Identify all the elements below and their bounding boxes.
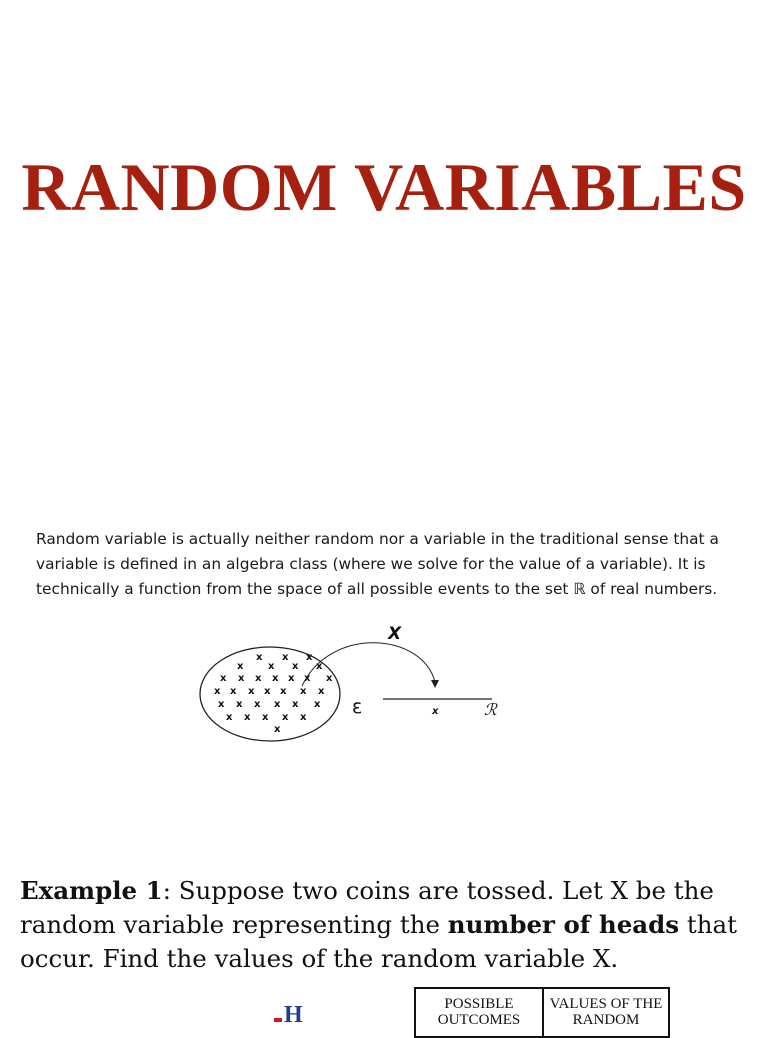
real-line-label: ℛ bbox=[484, 700, 497, 719]
real-line-point: x bbox=[432, 706, 439, 717]
function-label: X bbox=[388, 624, 402, 644]
sample-point-31: x bbox=[300, 712, 307, 723]
sample-point-1: x bbox=[282, 652, 289, 663]
sample-point-29: x bbox=[262, 712, 269, 723]
table-header-row bbox=[415, 988, 669, 1037]
sample-point-10: x bbox=[272, 673, 279, 684]
sample-point-23: x bbox=[254, 699, 261, 710]
sample-point-7: x bbox=[220, 673, 227, 684]
logo-red-bar bbox=[274, 1018, 282, 1022]
page-title: RANDOM VARIABLES bbox=[21, 149, 747, 225]
arrow-head bbox=[431, 680, 439, 688]
sample-point-30: x bbox=[282, 712, 289, 723]
sample-point-21: x bbox=[218, 699, 225, 710]
sample-point-6: x bbox=[316, 661, 323, 672]
sample-point-17: x bbox=[264, 686, 271, 697]
sample-point-13: x bbox=[326, 673, 333, 684]
example-label: Example 1 bbox=[20, 876, 163, 905]
sample-point-24: x bbox=[274, 699, 281, 710]
sample-point-0: x bbox=[256, 652, 263, 663]
example-1 bbox=[20, 874, 750, 976]
publisher-logo bbox=[274, 1004, 310, 1026]
sample-space-label: ε bbox=[352, 696, 363, 718]
sample-point-16: x bbox=[248, 686, 255, 697]
sample-point-3: x bbox=[237, 661, 244, 672]
sample-point-27: x bbox=[226, 712, 233, 723]
sample-point-22: x bbox=[236, 699, 243, 710]
definition-text: Random variable is actually neither random nor a variable in the traditional sense that a variable is defined in an algebra class (where we solve for the value of a variable). It is technically a function from the space of all possible events to the set ℝ of real numbers. bbox=[36, 530, 719, 598]
example-bold-phrase: number of heads bbox=[447, 910, 680, 939]
outcomes-table bbox=[414, 987, 670, 1038]
sample-point-25: x bbox=[292, 699, 299, 710]
sample-point-2: x bbox=[306, 652, 313, 663]
sample-point-4: x bbox=[268, 661, 275, 672]
sample-point-15: x bbox=[230, 686, 237, 697]
sample-point-20: x bbox=[318, 686, 325, 697]
sample-points bbox=[214, 652, 333, 735]
sample-point-12: x bbox=[304, 673, 311, 684]
sample-point-19: x bbox=[300, 686, 307, 697]
sample-point-8: x bbox=[238, 673, 245, 684]
logo-letter: H bbox=[284, 1002, 303, 1028]
example-text-1: : Suppose two coins are tossed. Let X be the random variable representing the bbox=[20, 876, 714, 939]
sample-point-32: x bbox=[274, 724, 281, 735]
header-values-of-random-variable: VALUES OF THE RANDOM bbox=[543, 988, 669, 1037]
sample-point-9: x bbox=[255, 673, 262, 684]
example-text-2: that occur. Find the values of the random variable X. bbox=[20, 910, 737, 973]
random-variable-diagram bbox=[190, 618, 520, 748]
sample-point-28: x bbox=[244, 712, 251, 723]
sample-point-26: x bbox=[314, 699, 321, 710]
header-possible-outcomes: POSSIBLE OUTCOMES bbox=[415, 988, 543, 1037]
sample-point-18: x bbox=[280, 686, 287, 697]
sample-point-14: x bbox=[214, 686, 221, 697]
sample-point-11: x bbox=[288, 673, 295, 684]
sample-point-5: x bbox=[292, 661, 299, 672]
